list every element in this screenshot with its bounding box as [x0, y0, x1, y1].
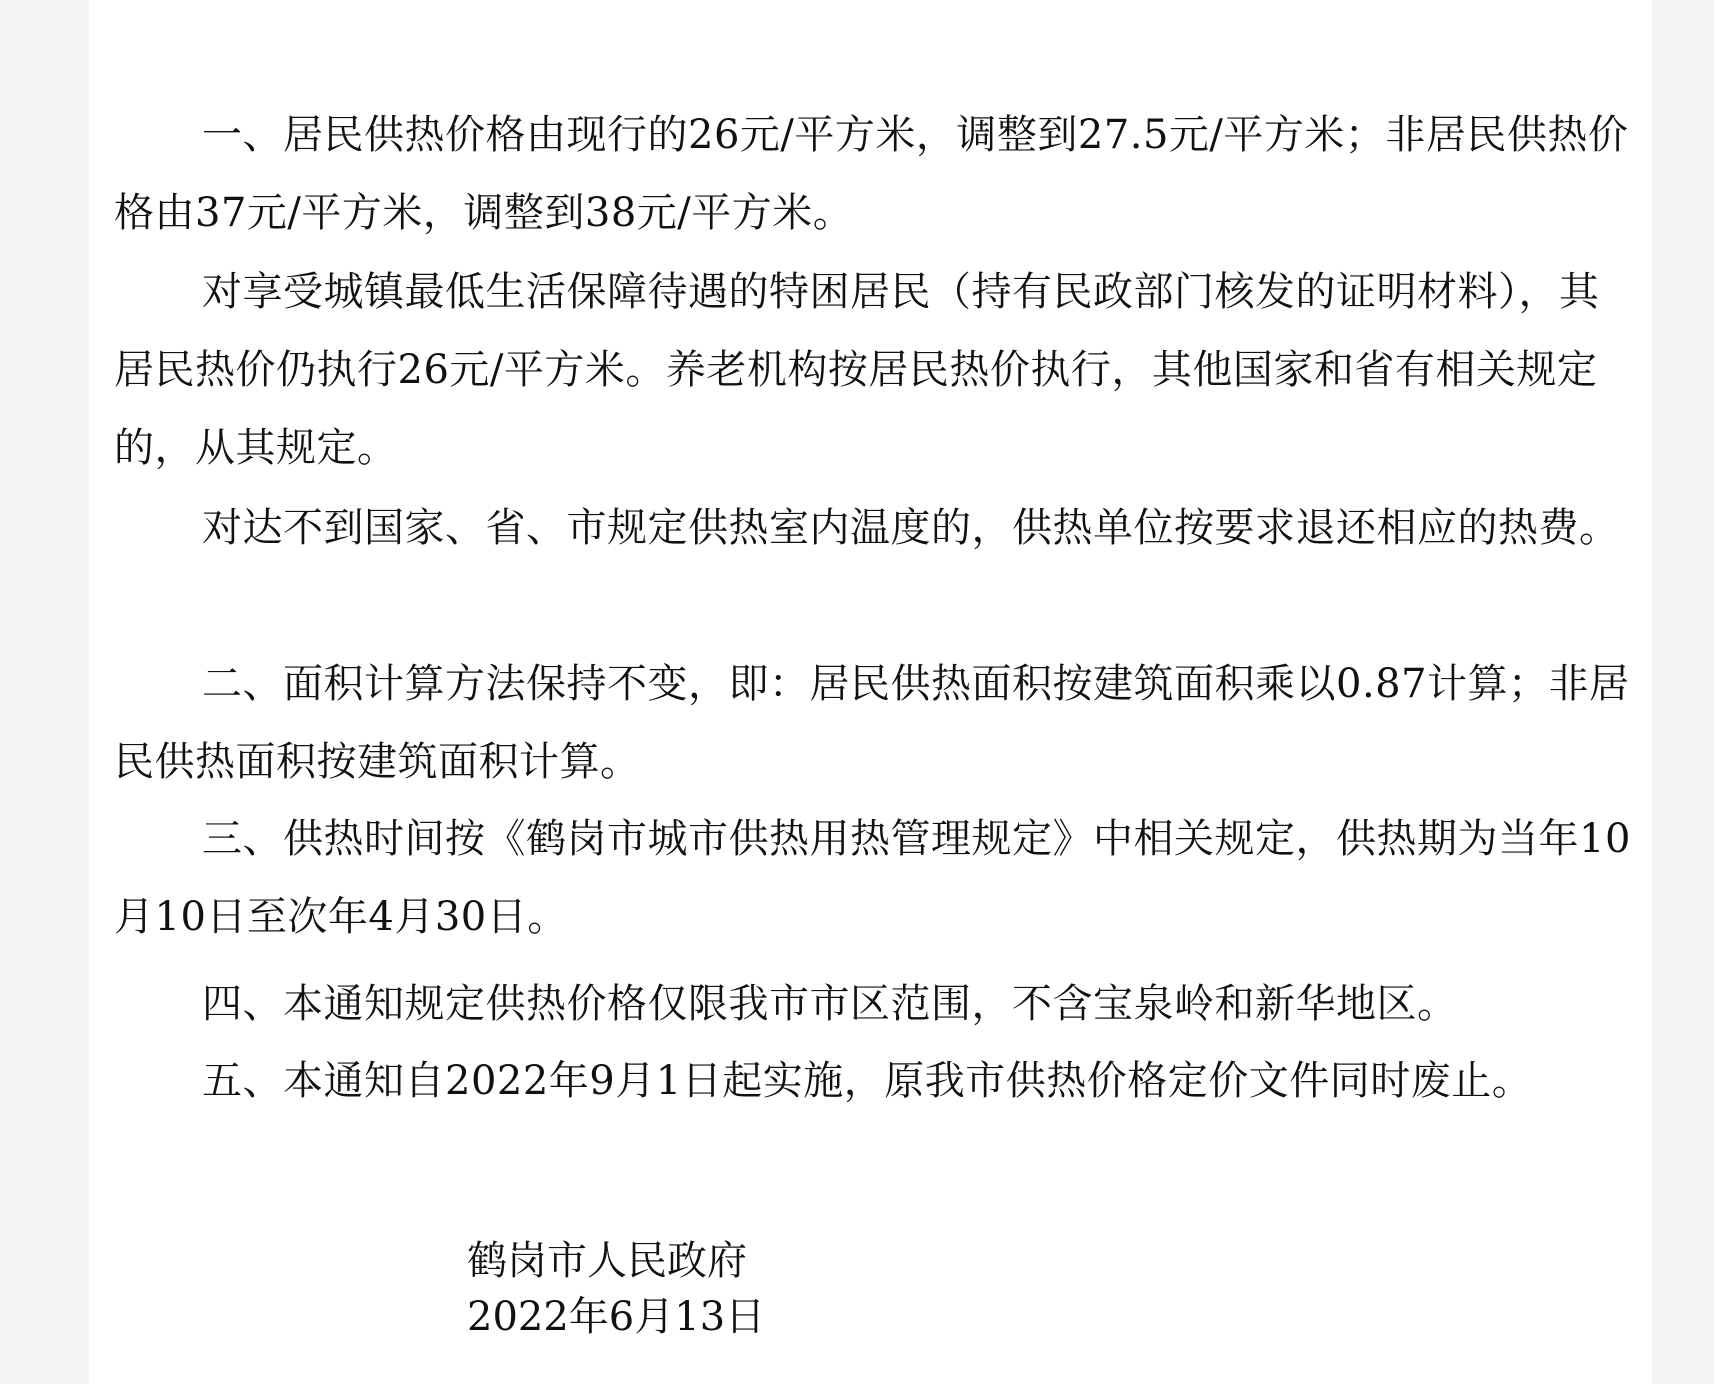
paragraph-scope: 四、本通知规定供热价格仅限我市市区范围，不含宝泉岭和新华地区。	[202, 981, 1458, 1027]
paragraph-low-income-residents: 对享受城镇最低生活保障待遇的特困居民（持有民政部门核发的证明材料），其居民热价仍执行26元/平方米。养老机构按居民热价执行，其他国家和省有相关规定的，从其规定。	[114, 269, 1600, 471]
signature-date: 2022年6月13日	[467, 1294, 766, 1340]
signature-issuer: 鹤岗市人民政府	[467, 1238, 747, 1284]
paragraph-temperature-refund: 对达不到国家、省、市规定供热室内温度的，供热单位按要求退还相应的热费。	[202, 505, 1620, 551]
document-page	[89, 0, 1652, 1384]
paragraph-heating-period: 三、供热时间按《鹤岗市城市供热用热管理规定》中相关规定，供热期为当年10月10日至次年4月30日。	[114, 816, 1631, 940]
signature-block	[467, 1233, 765, 1345]
paragraph-heating-price: 一、居民供热价格由现行的26元/平方米，调整到27.5元/平方米；非居民供热价格由37元/平方米，调整到38元/平方米。	[114, 112, 1629, 236]
paragraph-area-calculation: 二、面积计算方法保持不变，即：居民供热面积按建筑面积乘以0.87计算；非居民供热面积按建筑面积计算。	[114, 661, 1630, 785]
paragraph-effective-date: 五、本通知自2022年9月1日起实施，原我市供热价格定价文件同时废止。	[202, 1058, 1533, 1104]
